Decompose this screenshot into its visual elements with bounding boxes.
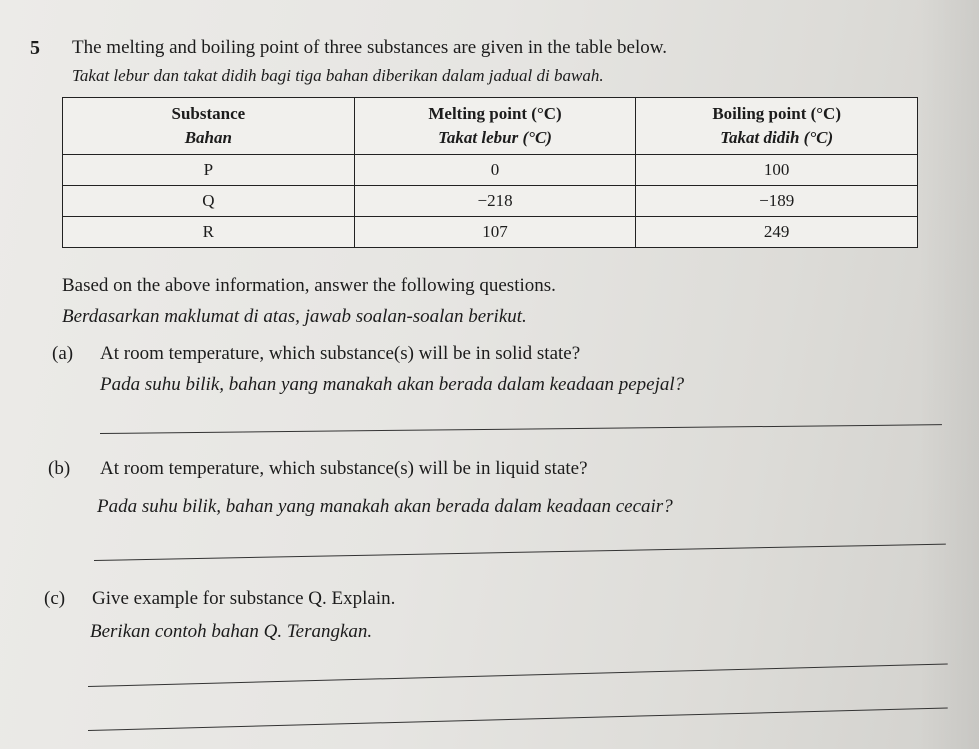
question-stem-english: The melting and boiling point of three substances are given in the table below. bbox=[72, 37, 667, 58]
part-a-label: (a) bbox=[52, 343, 74, 364]
part-c-label: (c) bbox=[44, 588, 66, 609]
part-b-answer-line[interactable] bbox=[94, 544, 946, 561]
header-substance: Substance Bahan bbox=[63, 98, 355, 155]
table-row bbox=[63, 185, 918, 216]
part-a-answer-line[interactable] bbox=[100, 424, 942, 434]
header-melting-point: Melting point (°C) Takat lebur (°C) bbox=[354, 98, 636, 155]
question-stem-malay: Takat lebur dan takat didih bagi tiga bahan diberikan dalam jadual di bawah. bbox=[72, 66, 604, 85]
part-b-label: (b) bbox=[48, 458, 71, 479]
cell-substance: P bbox=[63, 154, 355, 185]
instruction-malay: Berdasarkan maklumat di atas, jawab soalan-soalan berikut. bbox=[62, 306, 527, 327]
cell-melting: 0 bbox=[354, 154, 636, 185]
part-c-question-malay: Berikan contoh bahan Q. Terangkan. bbox=[90, 621, 373, 642]
part-c-answer-line-2[interactable] bbox=[88, 707, 948, 731]
table-row bbox=[63, 154, 918, 185]
header-boiling-point: Boiling point (°C) Takat didih (°C) bbox=[636, 98, 918, 155]
table-row bbox=[63, 216, 918, 247]
cell-boiling: 100 bbox=[636, 154, 918, 185]
cell-boiling: 249 bbox=[636, 216, 918, 247]
melting-boiling-table bbox=[62, 97, 918, 248]
question-number: 5 bbox=[30, 37, 40, 59]
part-b-question-malay: Pada suhu bilik, bahan yang manakah akan berada dalam keadaan cecair? bbox=[97, 496, 673, 517]
part-c-question-english: Give example for substance Q. Explain. bbox=[92, 588, 396, 609]
page-edge-shadow bbox=[919, 0, 979, 749]
part-b-question-english: At room temperature, which substance(s) will be in liquid state? bbox=[100, 458, 588, 479]
cell-substance: R bbox=[63, 216, 355, 247]
part-c-answer-line-1[interactable] bbox=[88, 663, 948, 687]
cell-boiling: −189 bbox=[636, 185, 918, 216]
cell-substance: Q bbox=[63, 185, 355, 216]
cell-melting: 107 bbox=[354, 216, 636, 247]
part-a-question-english: At room temperature, which substance(s) will be in solid state? bbox=[100, 343, 581, 364]
table-header-row bbox=[63, 98, 918, 155]
instruction-english: Based on the above information, answer the following questions. bbox=[62, 275, 556, 296]
part-a-question-malay: Pada suhu bilik, bahan yang manakah akan berada dalam keadaan pepejal? bbox=[100, 374, 685, 395]
cell-melting: −218 bbox=[354, 185, 636, 216]
